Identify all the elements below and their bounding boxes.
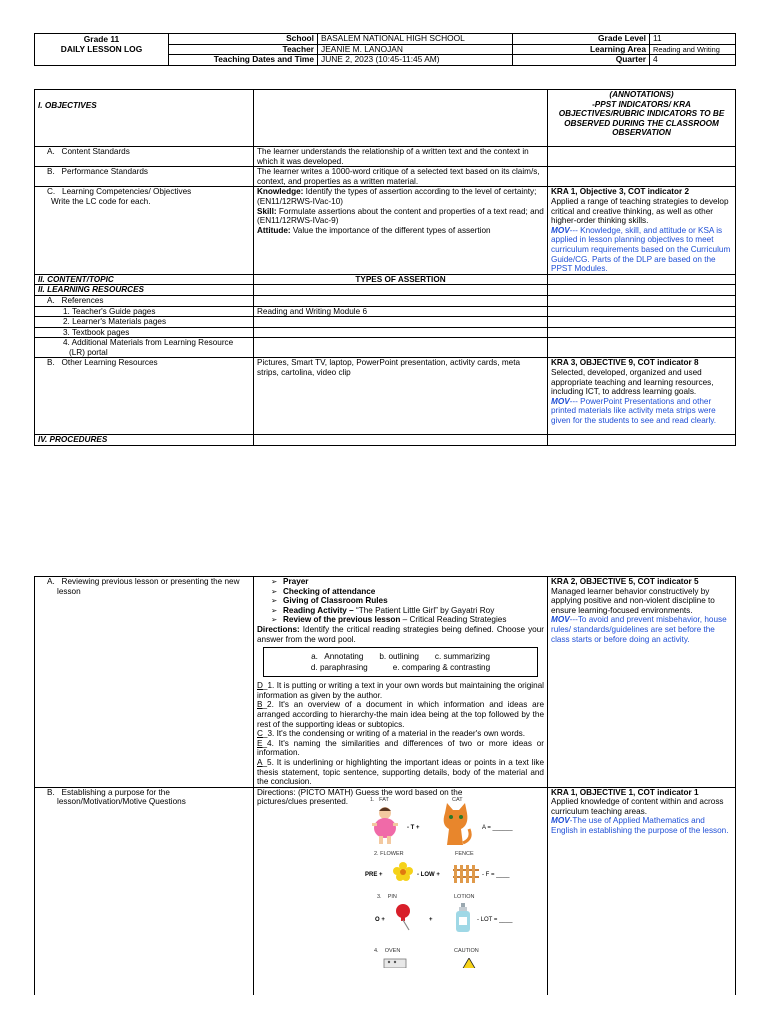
log-title: DAILY LESSON LOG: [60, 44, 143, 54]
kra-b-mov-label: MOV: [551, 396, 570, 406]
question-1-text: _1. It is putting or writing a text in your own words but maintaining the original information as given by the author.: [257, 681, 544, 700]
objectives-heading: I. OBJECTIVES: [35, 90, 254, 147]
resources-heading: II. LEARNING RESOURCES: [35, 285, 254, 296]
kra-b2-title: KRA 1, OBJECTIVE 1, COT indicator 1: [551, 787, 699, 797]
lm-pages-label: 2. Learner's Materials pages: [35, 317, 254, 328]
fat-person-icon: [369, 805, 401, 845]
lotion-bottle-icon: [455, 903, 471, 933]
picto-op-3c: - LOT = ____: [477, 916, 513, 923]
kra-c-title: KRA 1, Objective 3, COT indicator 2: [551, 187, 690, 197]
performance-standards-label: B. Performance Standards: [35, 167, 254, 187]
other-resources-value: Pictures, Smart TV, laptop, PowerPoint presentation, activity cards, meta strips, cartolina, video clip: [254, 358, 548, 435]
procedure-a-list: [257, 577, 544, 625]
word-pool-line-2: d. paraphrasing e. comparing & contrasting: [310, 663, 491, 673]
picto-label-flower: 2. FLOWER: [374, 850, 404, 857]
kra-a-mov: [551, 615, 732, 644]
procedure-b-label: B. Establishing a purpose for the lesson/Motivation/Motive Questions: [35, 787, 254, 995]
competencies-value: [254, 187, 548, 274]
grade-title: Grade 11: [83, 34, 120, 44]
caution-sign-icon: [462, 958, 476, 968]
dates-value: JUNE 2, 2023 (10:45-11:45 AM): [318, 55, 513, 66]
picto-label-fence: FENCE: [455, 850, 474, 857]
kra-a-title: KRA 2, OBJECTIVE 5, COT indicator 5: [551, 577, 699, 586]
list-item-rules: ➢ Giving of Classroom Rules: [283, 596, 544, 606]
additional-materials-annotation: [548, 338, 736, 358]
question-5-text: _5. It is underlining or highlighting the important ideas or points in a text like thesis statement, topic sentence, supporting details, body of the material and the conclusion.: [257, 757, 544, 787]
other-resources-annotation: [548, 358, 736, 435]
objectives-blank: [254, 90, 548, 147]
word-pool-line-1: a. Annotating b. outlining c. summarizing: [311, 652, 490, 662]
picto-op-1b: A = ______: [482, 824, 513, 831]
picto-op-2a: PRE +: [365, 871, 383, 878]
competencies-annotation: [548, 187, 736, 274]
resources-blank: [254, 285, 548, 296]
kra-b2-mov-text: -The use of Applied Mathematics and English in establishing the purpose of the lesson.: [551, 816, 729, 836]
picto-label-pin: 3. PIN: [377, 893, 397, 900]
question-2-text: _2. It's an overview of a document in which information and ideas are arranged according to hierarchy-the main idea being at the top followed by the rest of the supporting ideas or subtopics.: [257, 700, 544, 729]
annotations-header: [548, 90, 736, 147]
knowledge-objective: [257, 187, 544, 206]
pushpin-icon: [393, 903, 415, 931]
flower-icon: [392, 861, 414, 883]
attitude-text: Value the importance of the different types of assertion: [290, 225, 491, 235]
resources-annotation: [548, 285, 736, 296]
question-3-answer: C: [257, 729, 263, 739]
picto-label-oven: 4. OVEN: [374, 947, 401, 954]
school-label: School: [169, 34, 318, 45]
picto-op-3a: O +: [375, 916, 385, 923]
teacher-label: Teacher: [169, 44, 318, 55]
question-4: [257, 739, 544, 758]
attitude-label: Attitude:: [257, 225, 291, 235]
content-annotation: [548, 274, 736, 285]
school-value: BASALEM NATIONAL HIGH SCHOOL: [318, 34, 513, 45]
grade-level-value: 11: [650, 34, 736, 45]
oven-icon: [383, 958, 407, 968]
kra-a-mov-text: ---To avoid and prevent misbehavior, house rules/ standards/guidelines are set before the class starts or before doing an activity.: [551, 615, 727, 644]
procedures-heading: IV. PROCEDURES: [35, 435, 254, 446]
question-1-answer: D: [257, 681, 263, 691]
performance-standards-annotation: [548, 167, 736, 187]
question-2: [257, 700, 544, 729]
picto-op-2c: - F = ____: [482, 871, 510, 878]
knowledge-text: Identify the types of assertion according to the level of certainty; (EN11/12RWS-IVac-10): [257, 187, 537, 206]
question-5-answer: A: [257, 757, 263, 767]
picto-op-2b: - LOW +: [417, 871, 440, 878]
content-standards-value: The learner understands the relationship of a written text and the context in which it was developed.: [254, 147, 548, 167]
fence-icon: [453, 863, 479, 883]
references-value: [254, 295, 548, 306]
list-item-prayer: ➢ Prayer: [283, 577, 544, 587]
skill-objective: [257, 207, 544, 226]
content-standards-annotation: [548, 147, 736, 167]
references-label: A. References: [35, 295, 254, 306]
reading-text: “The Patient Little Girl” by Gayatri Roy: [353, 605, 495, 615]
lm-pages-value: [254, 317, 548, 328]
quarter-value: 4: [650, 55, 736, 66]
word-pool-box: [263, 647, 538, 677]
knowledge-label: Knowledge:: [257, 187, 304, 197]
procedure-a-directions: [257, 625, 544, 644]
question-3: [257, 729, 544, 739]
kra-c-text: Applied a range of teaching strategies to develop critical and creative thinking, as well as other higher-order thinking skills.: [551, 196, 729, 226]
picto-op-3b: +: [429, 916, 433, 923]
kra-b-text: Selected, developed, organized and used appropriate teaching and learning resources, including ICT, to address learning goals.: [551, 368, 714, 397]
dll-header-table: [34, 33, 736, 66]
skill-label: Skill:: [257, 206, 277, 216]
textbook-pages-value: [254, 327, 548, 338]
other-resources-label: B. Other Learning Resources: [35, 358, 254, 435]
question-2-answer: B: [257, 700, 263, 710]
performance-standards-value: The learner writes a 1000-word critique of a selected text based on its claim/s, context, and properties as a written material.: [254, 167, 548, 187]
kra-a-text: Managed learner behavior constructively by applying positive and non-violent discipline to ensure learning-focused environments.: [551, 586, 715, 615]
tg-pages-value: Reading and Writing Module 6: [254, 306, 548, 317]
additional-materials-value: [254, 338, 548, 358]
kra-b-mov: [551, 397, 732, 426]
learning-area-label: Learning Area: [513, 44, 650, 55]
dll-main-table: [34, 89, 736, 446]
lm-pages-annotation: [548, 317, 736, 328]
question-4-text: _4. It's naming the similarities and differences of two or more ideas or information.: [257, 738, 544, 758]
competencies-title: C. Learning Competencies/ Objectives: [47, 187, 192, 197]
textbook-pages-label: 3. Textbook pages: [35, 327, 254, 338]
procedure-a-content: [254, 577, 548, 788]
kra-c-mov-text: --- Knowledge, skill, and attitude or KSA is applied in lesson planning objectives to meet curriculum requirements based on the Curriculum Guide/CG. Parts of the DLP are based on the PPST Modules.: [551, 225, 731, 274]
dll-title-cell: [35, 34, 169, 66]
quarter-label: Quarter: [513, 55, 650, 66]
picto-op-1a: - T +: [407, 824, 420, 831]
question-3-text: _3. It's the condensing or writing of a material in the reader's own words.: [262, 729, 525, 739]
annotations-subtitle: -PPST INDICATORS/ KRA OBJECTIVES/RUBRIC INDICATORS TO BE OBSERVED DURING THE CLASSROOM OBSERVATION: [558, 99, 725, 138]
kra-b2-text: Applied knowledge of content within and across curriculum teaching areas.: [551, 797, 724, 816]
cat-icon: [437, 803, 473, 847]
directions-text: Identify the critical reading strategies being defined. Choose your answer from the word pool.: [257, 624, 544, 644]
review-label: Review of the previous lesson: [283, 615, 401, 625]
textbook-pages-annotation: [548, 327, 736, 338]
list-item-review: [283, 615, 544, 625]
kra-a-mov-label: MOV: [551, 615, 570, 625]
content-heading: II. CONTENT/TOPIC: [35, 274, 254, 285]
learning-area-value: Reading and Writing: [650, 44, 736, 55]
competencies-note: Write the LC code for each.: [51, 196, 151, 206]
procedures-annotation: [548, 435, 736, 446]
kra-c-mov-label: MOV: [551, 225, 570, 235]
reading-label: Reading Activity –: [283, 605, 354, 615]
review-text: – Critical Reading Strategies: [400, 615, 507, 625]
additional-materials-label: 4. Additional Materials from Learning Resource (LR) portal: [35, 338, 254, 358]
dates-label: Teaching Dates and Time: [169, 55, 318, 66]
directions-label: Directions:: [257, 624, 300, 634]
competencies-label: [35, 187, 254, 274]
content-standards-label: A. Content Standards: [35, 147, 254, 167]
teacher-value: JEANIE M. LANOJAN: [318, 44, 513, 55]
procedure-b-content: [254, 787, 548, 995]
kra-b2-mov-label: MOV: [551, 816, 570, 826]
picto-label-cat: CAT: [452, 796, 463, 803]
list-item-attendance: ➢ Checking of attendance: [283, 587, 544, 597]
tg-pages-label: 1. Teacher's Guide pages: [35, 306, 254, 317]
grade-level-label: Grade Level: [513, 34, 650, 45]
content-topic: TYPES OF ASSERTION: [254, 274, 548, 285]
kra-c-mov: [551, 226, 732, 274]
references-annotation: [548, 295, 736, 306]
picto-math-directions: Directions: (PICTO MATH) Guess the word based on the pictures/clues presented.: [257, 787, 463, 807]
skill-text: Formulate assertions about the content and properties of a text read; and (EN11/12RWS-IVac-9): [257, 206, 544, 226]
attitude-objective: [257, 226, 544, 236]
picto-label-fat: 1. FAT: [370, 796, 389, 803]
question-1: [257, 681, 544, 700]
kra-b-title: KRA 3, OBJECTIVE 9, COT indicator 8: [551, 358, 699, 368]
annotations-title: (ANNOTATIONS): [609, 90, 674, 99]
list-item-reading: [283, 606, 544, 616]
procedure-a-label: A. Reviewing previous lesson or presenting the new lesson: [35, 577, 254, 788]
procedures-blank: [254, 435, 548, 446]
kra-b2-mov: [551, 816, 732, 835]
kra-b-mov-text: --- PowerPoint Presentations and other printed materials like activity meta strips were given for the students to see and read clearly.: [551, 396, 717, 426]
dll-procedures-table: [34, 576, 736, 995]
question-4-answer: E: [257, 738, 263, 748]
procedure-b-annotation: [548, 787, 736, 995]
picto-label-lotion: LOTION: [454, 893, 475, 900]
procedure-a-annotation: [548, 577, 736, 788]
picto-label-caution: CAUTION: [454, 947, 479, 954]
tg-pages-annotation: [548, 306, 736, 317]
question-5: [257, 758, 544, 787]
